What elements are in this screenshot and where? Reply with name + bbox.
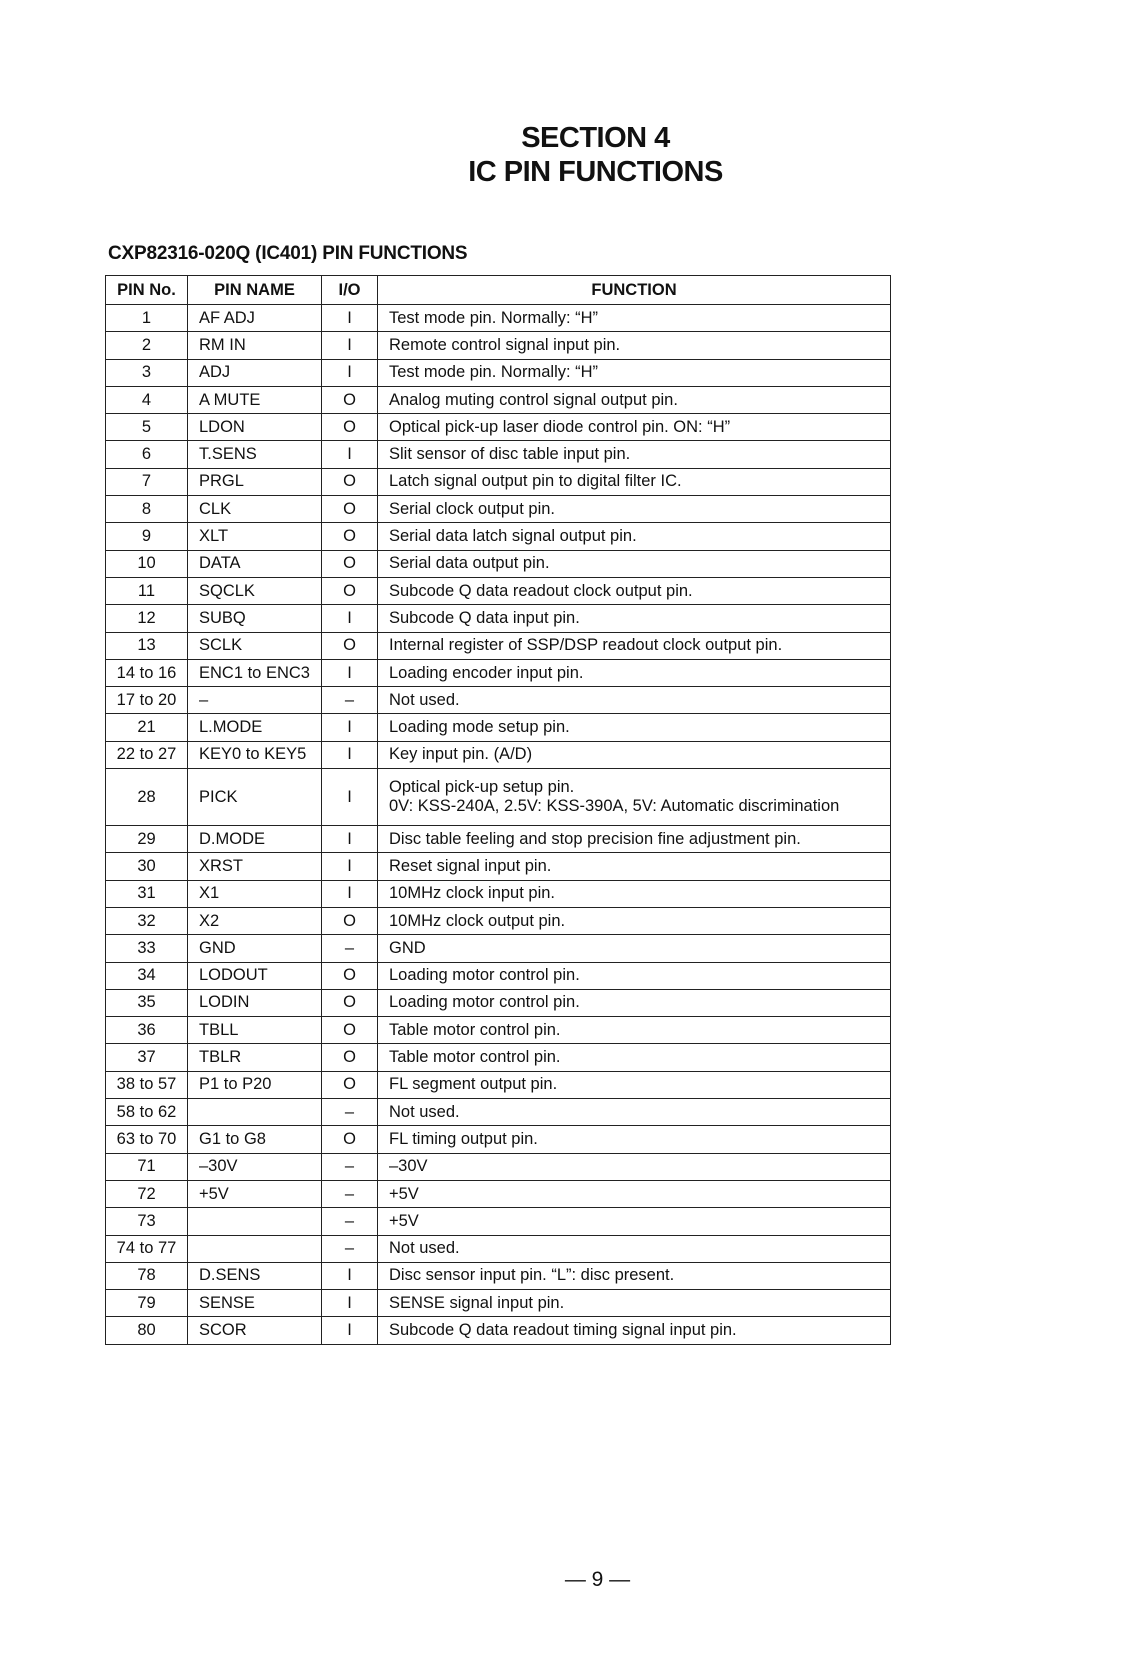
function-text: Serial clock output pin. [389,499,556,518]
cell-pin-no: 11 [106,577,188,604]
section-heading [0,121,1135,189]
table-row [106,550,891,577]
cell-pin-no: 14 to 16 [106,659,188,686]
cell-function [378,1317,891,1344]
cell-pin-no: 6 [106,441,188,468]
cell-io: O [322,523,378,550]
cell-function [378,632,891,659]
cell-function [378,523,891,550]
cell-function [378,1290,891,1317]
cell-io: – [322,687,378,714]
function-text: Serial data output pin. [389,554,550,573]
table-row [106,1153,891,1180]
table-row [106,1290,891,1317]
cell-function [378,577,891,604]
cell-function [378,496,891,523]
cell-pin-name: KEY0 to KEY5 [188,741,322,768]
cell-function [378,332,891,359]
cell-pin-name: P1 to P20 [188,1071,322,1098]
table-row [106,332,891,359]
cell-io: – [322,1235,378,1262]
cell-function [378,1180,891,1207]
function-text: Internal register of SSP/DSP readout clock output pin. [389,636,783,655]
cell-pin-name: DATA [188,550,322,577]
function-text: 10MHz clock output pin. [389,911,566,930]
cell-pin-name: – [188,687,322,714]
cell-pin-name: SENSE [188,1290,322,1317]
function-text: FL timing output pin. [389,1129,538,1148]
cell-io: I [322,826,378,853]
cell-pin-name: LDON [188,414,322,441]
cell-io: O [322,962,378,989]
table-row [106,1044,891,1071]
cell-io: O [322,1071,378,1098]
cell-function [378,826,891,853]
function-text: Disc table feeling and stop precision fine adjustment pin. [389,829,801,848]
table-row [106,826,891,853]
table-row [106,962,891,989]
cell-io: I [322,769,378,826]
cell-io: O [322,386,378,413]
table-row [106,496,891,523]
cell-function [378,659,891,686]
function-text: GND [389,938,426,957]
table-row [106,769,891,826]
function-text: Test mode pin. Normally: “H” [389,363,599,382]
cell-io: – [322,1099,378,1126]
cell-function [378,853,891,880]
cell-io: I [322,714,378,741]
function-text: +5V [389,1211,419,1230]
cell-function [378,468,891,495]
function-text: Latch signal output pin to digital filter IC. [389,472,682,491]
table-row [106,1235,891,1262]
cell-pin-no: 73 [106,1208,188,1235]
cell-io: O [322,989,378,1016]
cell-pin-name: RM IN [188,332,322,359]
cell-pin-name: XLT [188,523,322,550]
function-text: FL segment output pin. [389,1075,558,1094]
cell-io: I [322,1290,378,1317]
cell-pin-name: D.SENS [188,1262,322,1289]
table-row [106,1180,891,1207]
function-text: Optical pick-up setup pin. [389,778,575,797]
function-text: Subcode Q data readout timing signal input pin. [389,1321,737,1340]
table-row [106,907,891,934]
function-text: Table motor control pin. [389,1020,561,1039]
function-text: Remote control signal input pin. [389,335,621,354]
cell-function [378,441,891,468]
cell-io: O [322,1017,378,1044]
cell-pin-name: A MUTE [188,386,322,413]
cell-io: O [322,632,378,659]
cell-function [378,741,891,768]
table-row [106,1262,891,1289]
table-row [106,1071,891,1098]
cell-io: O [322,496,378,523]
cell-function [378,605,891,632]
function-text: +5V [389,1184,419,1203]
cell-pin-no: 13 [106,632,188,659]
cell-pin-no: 9 [106,523,188,550]
table-row [106,741,891,768]
cell-pin-name: GND [188,935,322,962]
table-row [106,935,891,962]
table-row [106,687,891,714]
cell-pin-no: 36 [106,1017,188,1044]
cell-function [378,1208,891,1235]
cell-pin-no: 17 to 20 [106,687,188,714]
cell-io: I [322,332,378,359]
table-row [106,414,891,441]
cell-pin-name: G1 to G8 [188,1126,322,1153]
table-row [106,1317,891,1344]
table-row [106,386,891,413]
cell-io: O [322,577,378,604]
cell-io: O [322,1126,378,1153]
section-number: SECTION 4 [521,122,670,154]
cell-io: I [322,1317,378,1344]
header-pin-no: PIN No. [106,276,188,305]
page-number: — 9 — [564,1568,631,1591]
ic-table-title: CXP82316-020Q (IC401) PIN FUNCTIONS [108,243,468,264]
table-row [106,1126,891,1153]
table-row [106,880,891,907]
cell-io: I [322,741,378,768]
cell-pin-no: 32 [106,907,188,934]
function-text: Reset signal input pin. [389,856,552,875]
cell-pin-name: TBLR [188,1044,322,1071]
cell-io: I [322,305,378,332]
cell-io: O [322,1044,378,1071]
cell-io: I [322,441,378,468]
function-text: Slit sensor of disc table input pin. [389,445,631,464]
table-row [106,1017,891,1044]
cell-function [378,1235,891,1262]
function-text: –30V [389,1157,428,1176]
cell-pin-name: LODIN [188,989,322,1016]
table-row [106,1208,891,1235]
cell-pin-no: 58 to 62 [106,1099,188,1126]
cell-pin-name: ENC1 to ENC3 [188,659,322,686]
cell-io: O [322,468,378,495]
header-function: FUNCTION [378,276,891,305]
function-text: Loading encoder input pin. [389,663,584,682]
cell-io: I [322,359,378,386]
cell-pin-name: L.MODE [188,714,322,741]
cell-function [378,880,891,907]
cell-pin-name: SCLK [188,632,322,659]
cell-pin-name: –30V [188,1153,322,1180]
cell-pin-no: 37 [106,1044,188,1071]
cell-io: I [322,659,378,686]
function-text: Loading mode setup pin. [389,718,570,737]
cell-io: O [322,907,378,934]
cell-pin-name: TBLL [188,1017,322,1044]
cell-function [378,907,891,934]
cell-pin-no: 8 [106,496,188,523]
cell-pin-no: 29 [106,826,188,853]
cell-function [378,935,891,962]
cell-io: – [322,1153,378,1180]
function-text: Table motor control pin. [389,1048,561,1067]
header-io: I/O [322,276,378,305]
table-row [106,523,891,550]
cell-io: I [322,1262,378,1289]
cell-pin-name: CLK [188,496,322,523]
table-row [106,853,891,880]
cell-pin-name: AF ADJ [188,305,322,332]
cell-pin-name: SUBQ [188,605,322,632]
cell-pin-no: 3 [106,359,188,386]
function-text: SENSE signal input pin. [389,1293,565,1312]
cell-pin-name: LODOUT [188,962,322,989]
cell-pin-no: 10 [106,550,188,577]
function-text: 10MHz clock input pin. [389,884,555,903]
section-title: IC PIN FUNCTIONS [468,156,723,188]
cell-pin-name: D.MODE [188,826,322,853]
cell-function [378,962,891,989]
function-text: Serial data latch signal output pin. [389,527,637,546]
cell-pin-no: 21 [106,714,188,741]
table-row [106,577,891,604]
cell-pin-no: 72 [106,1180,188,1207]
function-text: Loading motor control pin. [389,993,580,1012]
function-text: Not used. [389,1239,460,1258]
function-text: Optical pick-up laser diode control pin. ON: “H” [389,417,731,436]
header-pin-name: PIN NAME [188,276,322,305]
function-text: Test mode pin. Normally: “H” [389,308,599,327]
table-row [106,468,891,495]
function-text: Analog muting control signal output pin. [389,390,678,409]
cell-pin-name: PRGL [188,468,322,495]
cell-function [378,1044,891,1071]
table-row [106,1099,891,1126]
cell-pin-no: 1 [106,305,188,332]
cell-pin-no: 4 [106,386,188,413]
cell-io: I [322,880,378,907]
cell-pin-no: 31 [106,880,188,907]
table-row [106,605,891,632]
cell-function [378,550,891,577]
cell-pin-no: 80 [106,1317,188,1344]
cell-pin-name: X2 [188,907,322,934]
function-text: Not used. [389,690,460,709]
table-row [106,441,891,468]
cell-pin-no: 33 [106,935,188,962]
cell-io: O [322,414,378,441]
table-row [106,659,891,686]
cell-pin-name: ADJ [188,359,322,386]
cell-function [378,687,891,714]
cell-pin-no: 71 [106,1153,188,1180]
cell-pin-name: +5V [188,1180,322,1207]
table-body [106,305,891,1345]
cell-io: – [322,935,378,962]
cell-pin-no: 22 to 27 [106,741,188,768]
cell-pin-no: 79 [106,1290,188,1317]
cell-pin-no: 35 [106,989,188,1016]
cell-function [378,1262,891,1289]
cell-pin-no: 7 [106,468,188,495]
function-text: Subcode Q data readout clock output pin. [389,581,693,600]
cell-function [378,386,891,413]
cell-function [378,414,891,441]
cell-pin-name: T.SENS [188,441,322,468]
function-text: Key input pin. (A/D) [389,745,533,764]
cell-io: – [322,1180,378,1207]
cell-pin-no: 63 to 70 [106,1126,188,1153]
cell-pin-no: 30 [106,853,188,880]
table-row [106,632,891,659]
cell-function [378,989,891,1016]
cell-function [378,714,891,741]
cell-function [378,1017,891,1044]
cell-function [378,1099,891,1126]
cell-io: O [322,550,378,577]
cell-function [378,1071,891,1098]
cell-pin-no: 5 [106,414,188,441]
cell-pin-no: 12 [106,605,188,632]
cell-pin-name: X1 [188,880,322,907]
cell-pin-no: 38 to 57 [106,1071,188,1098]
cell-pin-name [188,1208,322,1235]
cell-pin-name [188,1099,322,1126]
table-row [106,989,891,1016]
pin-functions-table [105,275,891,1345]
cell-function [378,769,891,826]
cell-function [378,305,891,332]
cell-pin-no: 74 to 77 [106,1235,188,1262]
cell-pin-name: PICK [188,769,322,826]
table-row [106,359,891,386]
cell-function [378,1153,891,1180]
cell-pin-name: XRST [188,853,322,880]
cell-io: – [322,1208,378,1235]
cell-function [378,1126,891,1153]
cell-pin-no: 34 [106,962,188,989]
table-row [106,305,891,332]
table-row [106,714,891,741]
cell-pin-no: 28 [106,769,188,826]
cell-pin-name: SQCLK [188,577,322,604]
table-header-row [106,276,891,305]
cell-pin-no: 78 [106,1262,188,1289]
cell-io: I [322,605,378,632]
cell-io: I [322,853,378,880]
function-text: Loading motor control pin. [389,966,580,985]
function-text: Disc sensor input pin. “L”: disc present. [389,1266,675,1285]
cell-function [378,359,891,386]
cell-pin-name [188,1235,322,1262]
function-text: 0V: KSS-240A, 2.5V: KSS-390A, 5V: Automatic discrimination [389,797,840,816]
cell-pin-no: 2 [106,332,188,359]
function-text: Subcode Q data input pin. [389,608,580,627]
function-text: Not used. [389,1102,460,1121]
cell-pin-name: SCOR [188,1317,322,1344]
